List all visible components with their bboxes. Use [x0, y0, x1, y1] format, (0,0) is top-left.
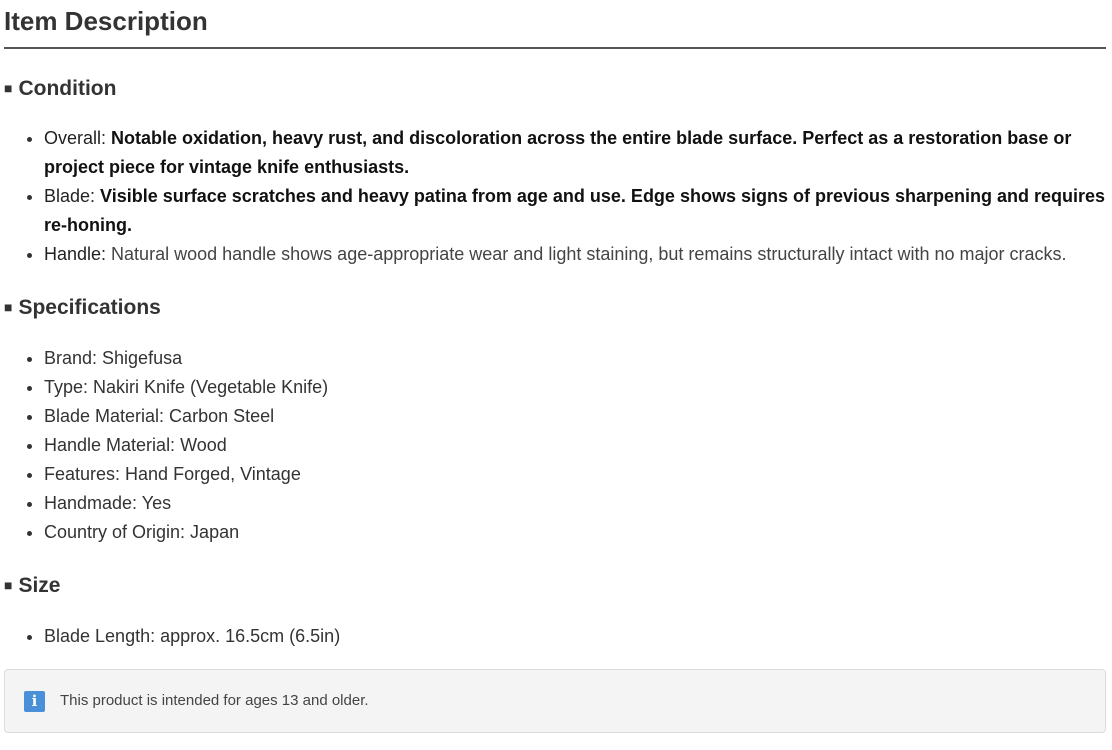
- section-heading-label: Condition: [18, 77, 117, 100]
- list-item: • Handmade: Yes: [44, 489, 1110, 518]
- section-heading-specifications: [4, 294, 161, 321]
- age-notice-box: [4, 669, 1106, 733]
- section-heading-condition: [4, 75, 116, 102]
- list-item: • Brand: Shigefusa: [44, 344, 1110, 373]
- list-item: [44, 240, 1110, 269]
- condition-label-handle: Handle:: [44, 244, 112, 264]
- list-item: [44, 182, 1110, 240]
- section-marker-icon: ■: [4, 80, 13, 96]
- list-item: • Blade Material: Carbon Steel: [44, 402, 1110, 431]
- condition-value-handle: Natural wood handle shows age-appropriate wear and light staining, but remains structurally intact with no major cracks.: [111, 244, 1067, 264]
- condition-value-blade: Visible surface scratches and heavy patina from age and use. Edge shows signs of previous sharpening and requires re-honing.: [44, 186, 1106, 235]
- specifications-list: [44, 344, 1110, 547]
- list-item: • Features: Hand Forged, Vintage: [44, 460, 1110, 489]
- notice-text: This product is intended for ages 13 and older.: [60, 692, 369, 709]
- condition-list: [44, 124, 1110, 269]
- condition-label-overall: Overall:: [44, 128, 112, 148]
- section-heading-label: Size: [18, 574, 61, 597]
- page-title: Item Description: [4, 6, 208, 36]
- info-icon: i: [24, 691, 45, 712]
- size-list: [44, 622, 1110, 651]
- section-marker-icon: ■: [4, 299, 13, 315]
- section-heading-label: Specifications: [18, 296, 161, 319]
- list-item: • Country of Origin: Japan: [44, 518, 1110, 547]
- section-marker-icon: ■: [4, 577, 13, 593]
- title-divider: [4, 47, 1106, 49]
- list-item: • Type: Nakiri Knife (Vegetable Knife): [44, 373, 1110, 402]
- section-heading-size: [4, 572, 61, 599]
- list-item: [44, 124, 1110, 182]
- list-item: • Handle Material: Wood: [44, 431, 1110, 460]
- condition-label-blade: Blade:: [44, 186, 101, 206]
- condition-value-overall: Notable oxidation, heavy rust, and discoloration across the entire blade surface. Perfect as a restoration base or project piece for vintage knife enthusiasts.: [44, 128, 1072, 177]
- list-item: • Blade Length: approx. 16.5cm (6.5in): [44, 622, 1110, 651]
